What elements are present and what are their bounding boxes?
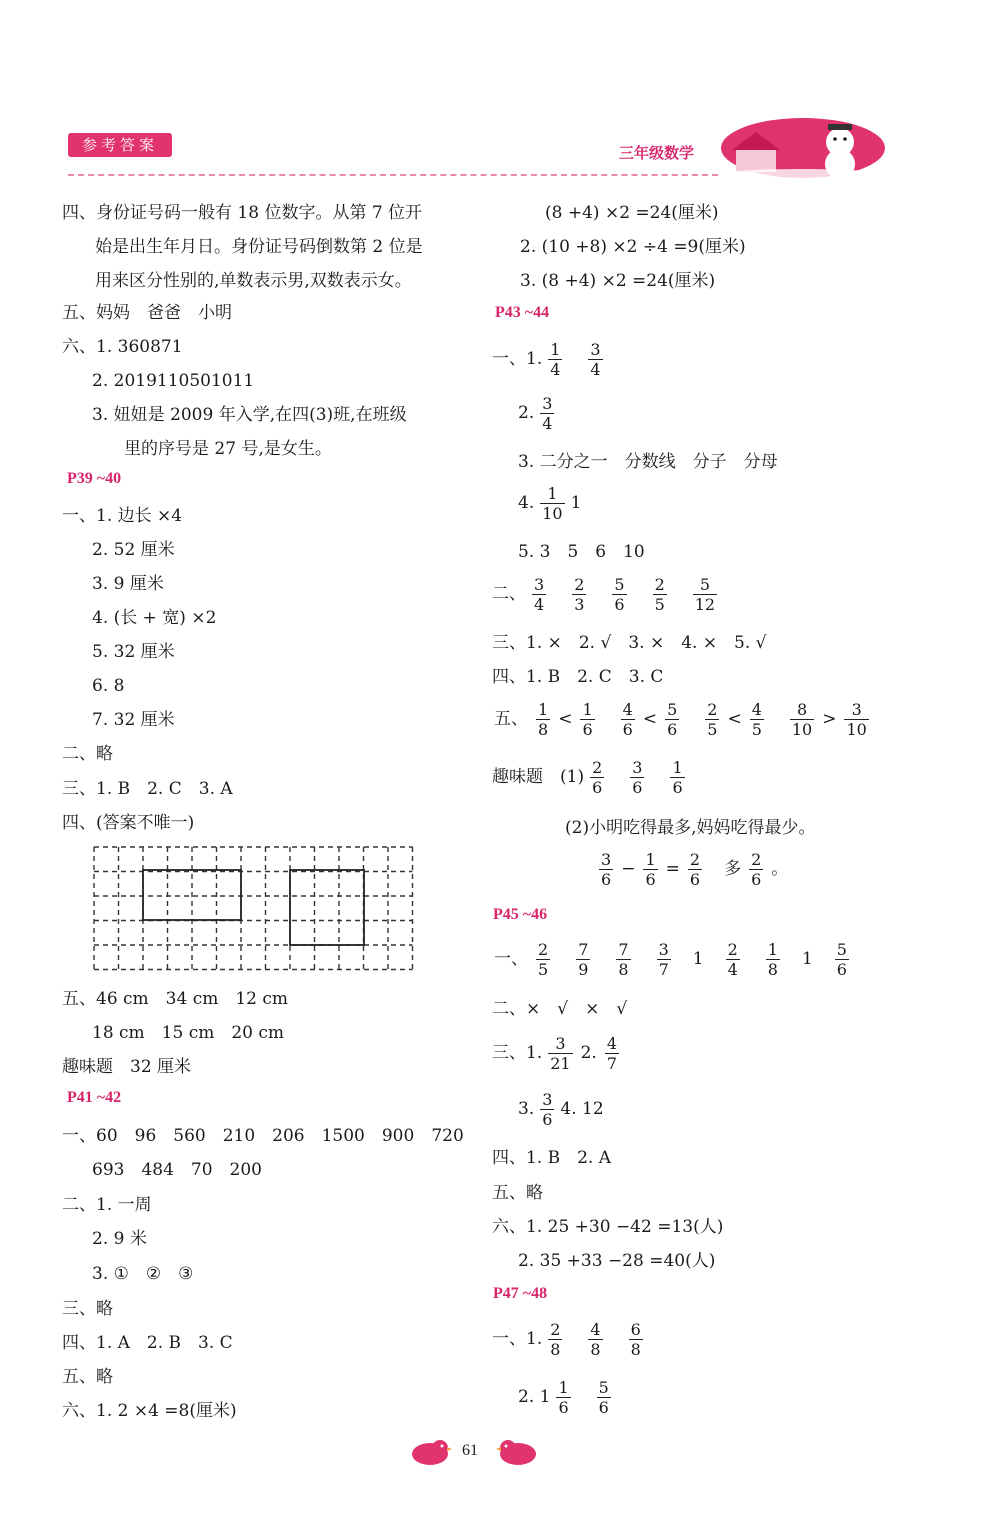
text-line: 始是出生年月日。身份证号码倒数第 2 位是 <box>95 237 423 257</box>
fraction: $\frac{2}{5}$ <box>707 700 718 739</box>
text-line: 2. 35 +33 −28 =40(人) <box>518 1251 716 1271</box>
text-line: 5. 3 5 6 10 <box>518 542 645 562</box>
fraction: $\frac{1}{6}$ <box>645 850 656 889</box>
math-symbol: < <box>642 709 658 729</box>
fraction: $\frac{1}{8}$ <box>767 940 778 979</box>
math-symbol: 五、 <box>494 709 528 729</box>
fraction: $\frac{1}{6}$ <box>672 758 683 797</box>
text-line: 2. 9 米 <box>92 1229 147 1249</box>
math-symbol: < <box>558 709 573 729</box>
fraction: $\frac{1}{6}$ <box>558 1378 569 1417</box>
fraction: $\frac{5}{6}$ <box>598 1378 609 1417</box>
fraction: $\frac{1}{4}$ <box>550 340 561 379</box>
text-line: 四、身份证号码一般有 18 位数字。从第 7 位开 <box>62 203 423 223</box>
section-heading: P41 ~42 <box>67 1089 122 1106</box>
text-line: 3. 妞妞是 2009 年入学,在四(3)班,在班级 <box>92 405 407 425</box>
section-heading: P39 ~40 <box>67 470 122 487</box>
math-symbol: = <box>665 859 680 879</box>
fraction: $\frac{3}{6}$ <box>601 850 612 889</box>
text-line: 五、妈妈 爸爸 小明 <box>62 303 232 323</box>
bird-right-icon <box>496 1436 540 1468</box>
fraction: $\frac{7}{8}$ <box>618 940 629 979</box>
subject-label: 三年级数学 <box>619 144 695 162</box>
text-line: 693 484 70 200 <box>92 1160 262 1180</box>
fraction: $\frac{2}{6}$ <box>592 758 603 797</box>
text-line: 7. 32 厘米 <box>92 710 175 730</box>
fraction: $\frac{2}{5}$ <box>538 940 549 979</box>
compare-line <box>492 700 875 739</box>
fraction: $\frac{5}{12}$ <box>694 575 716 614</box>
math-symbol: < <box>727 709 742 729</box>
fraction: $\frac{4}{7}$ <box>606 1034 618 1073</box>
fraction: $\frac{3}{6}$ <box>632 758 643 797</box>
text-line: 五、46 cm 34 cm 12 cm <box>62 989 289 1009</box>
answer-line: 一、1. $\frac{1}{4}$ $\frac{3}{4}$ <box>492 340 601 379</box>
text-line: 四、1. B 2. C 3. C <box>492 667 664 687</box>
text-line: 二、1. 一周 <box>62 1195 152 1215</box>
fraction: $\frac{3}{10}$ <box>846 700 867 739</box>
section-heading: P47 ~48 <box>493 1285 548 1302</box>
text-line: 3. (8 +4) ×2 =24(厘米) <box>520 271 716 291</box>
text-line: 五、略 <box>62 1367 113 1387</box>
section-heading: P43 ~44 <box>495 304 550 321</box>
text-line: 六、1. 25 +30 −42 =13(人) <box>492 1217 724 1237</box>
math-symbol: 1 <box>692 949 704 969</box>
fraction: $\frac{2}{3}$ <box>574 575 585 614</box>
fraction: $\frac{4}{8}$ <box>590 1320 601 1359</box>
fraction: $\frac{2}{5}$ <box>654 575 665 614</box>
text-line: 18 cm 15 cm 20 cm <box>92 1023 285 1043</box>
text-line: 三、1. × 2. √ 3. × 4. × 5. √ <box>492 633 767 653</box>
math-symbol: 。 <box>771 859 789 879</box>
math-symbol: > <box>822 709 837 729</box>
text-line: 4. (长 + 宽) ×2 <box>92 608 217 628</box>
fraction: $\frac{1}{6}$ <box>582 700 593 739</box>
fraction: $\frac{2}{8}$ <box>550 1320 561 1359</box>
answer-line: 二、 $\frac{3}{4}$ $\frac{2}{3}$ $\frac{5}{6}$ $\frac{2}{5}$ $\frac{5}{12}$ <box>492 575 716 614</box>
fraction: $\frac{3}{4}$ <box>534 575 545 614</box>
page-number: 61 <box>462 1442 478 1459</box>
bird-left-icon <box>408 1436 452 1468</box>
text-line: (2)小明吃得最多,妈妈吃得最少。 <box>565 818 816 838</box>
math-symbol: 多 <box>724 859 742 879</box>
answer-line <box>492 940 855 979</box>
fraction: $\frac{1}{8}$ <box>538 700 549 739</box>
header-divider <box>68 174 718 176</box>
equation-line <box>593 850 790 889</box>
text-line: 六、1. 360871 <box>62 337 183 357</box>
answer-line: 2. 1 $\frac{1}{6}$ $\frac{5}{6}$ <box>518 1378 609 1417</box>
fraction: $\frac{4}{6}$ <box>622 700 633 739</box>
text-line: 四、1. B 2. A <box>492 1148 612 1168</box>
snowman-house-illustration <box>718 98 888 180</box>
math-symbol: 一、 <box>494 949 528 969</box>
fraction: $\frac{6}{8}$ <box>630 1320 641 1359</box>
answer-line: 4. $\frac{1}{10}$ 1 <box>518 484 582 523</box>
math-symbol: 2. <box>580 1043 597 1063</box>
fraction: $\frac{3}{7}$ <box>658 940 669 979</box>
fraction: $\frac{3}{4}$ <box>542 394 553 433</box>
answer-line: 2. $\frac{3}{4}$ <box>518 394 553 433</box>
fraction: $\frac{3}{21}$ <box>550 1034 571 1073</box>
text-line: 趣味题 32 厘米 <box>62 1057 192 1077</box>
rectangle-answer-2 <box>290 870 364 945</box>
fraction: $\frac{1}{10}$ <box>542 484 563 523</box>
text-line: 2. 52 厘米 <box>92 540 175 560</box>
fraction: $\frac{2}{4}$ <box>727 940 738 979</box>
math-symbol: − <box>621 859 636 879</box>
answer-line: 3. $\frac{3}{6}$ 4. 12 <box>518 1090 604 1129</box>
text-line: 3. 9 厘米 <box>92 574 164 594</box>
answer-line: 三、1. $\frac{3}{21}$ 2. $\frac{4}{7}$ <box>492 1034 618 1073</box>
text-line: 三、略 <box>62 1299 113 1319</box>
text-line: 用来区分性别的,单数表示男,双数表示女。 <box>95 271 412 291</box>
fraction: $\frac{3}{4}$ <box>590 340 601 379</box>
text-line: 5. 32 厘米 <box>92 642 175 662</box>
text-line: 2. (10 +8) ×2 ÷4 =9(厘米) <box>520 237 746 257</box>
text-line: 3. 二分之一 分数线 分子 分母 <box>518 452 778 472</box>
fraction: $\frac{5}{6}$ <box>667 700 678 739</box>
fraction: $\frac{5}{6}$ <box>836 940 847 979</box>
answer-key-badge: 参考答案 <box>68 133 172 157</box>
fraction: $\frac{2}{6}$ <box>689 850 701 889</box>
text-line: 6. 8 <box>92 676 125 696</box>
fraction: $\frac{3}{6}$ <box>542 1090 553 1129</box>
text-line: 一、60 96 560 210 206 1500 900 720 <box>62 1126 464 1146</box>
answer-line: 趣味题 (1) $\frac{2}{6}$ $\frac{3}{6}$ $\frac{1}{6}$ <box>492 758 683 797</box>
text-line: 里的序号是 27 号,是女生。 <box>124 439 332 459</box>
dotted-grid-drawing <box>92 846 417 971</box>
text-line: 五、略 <box>492 1183 543 1203</box>
text-line: 六、1. 2 ×4 =8(厘米) <box>62 1401 237 1421</box>
text-line: (8 +4) ×2 =24(厘米) <box>545 203 719 223</box>
fraction: $\frac{2}{6}$ <box>751 850 762 889</box>
fraction: $\frac{7}{9}$ <box>578 940 589 979</box>
fraction: $\frac{4}{5}$ <box>751 700 762 739</box>
text-line: 一、1. 边长 ×4 <box>62 506 183 526</box>
math-symbol: 1 <box>801 949 813 969</box>
fraction: $\frac{8}{10}$ <box>791 700 813 739</box>
text-line: 3. ① ② ③ <box>92 1264 194 1284</box>
text-line: 四、(答案不唯一) <box>62 813 195 833</box>
text-line: 二、× √ × √ <box>492 999 628 1019</box>
text-line: 四、1. A 2. B 3. C <box>62 1333 233 1353</box>
text-line: 三、1. B 2. C 3. A <box>62 779 233 799</box>
text-line: 2. 2019110501011 <box>92 371 255 391</box>
text-line: 二、略 <box>62 744 113 764</box>
answer-line: 一、1. $\frac{2}{8}$ $\frac{4}{8}$ $\frac{6}{8}$ <box>492 1320 641 1359</box>
section-heading: P45 ~46 <box>493 906 548 923</box>
fraction: $\frac{5}{6}$ <box>614 575 625 614</box>
